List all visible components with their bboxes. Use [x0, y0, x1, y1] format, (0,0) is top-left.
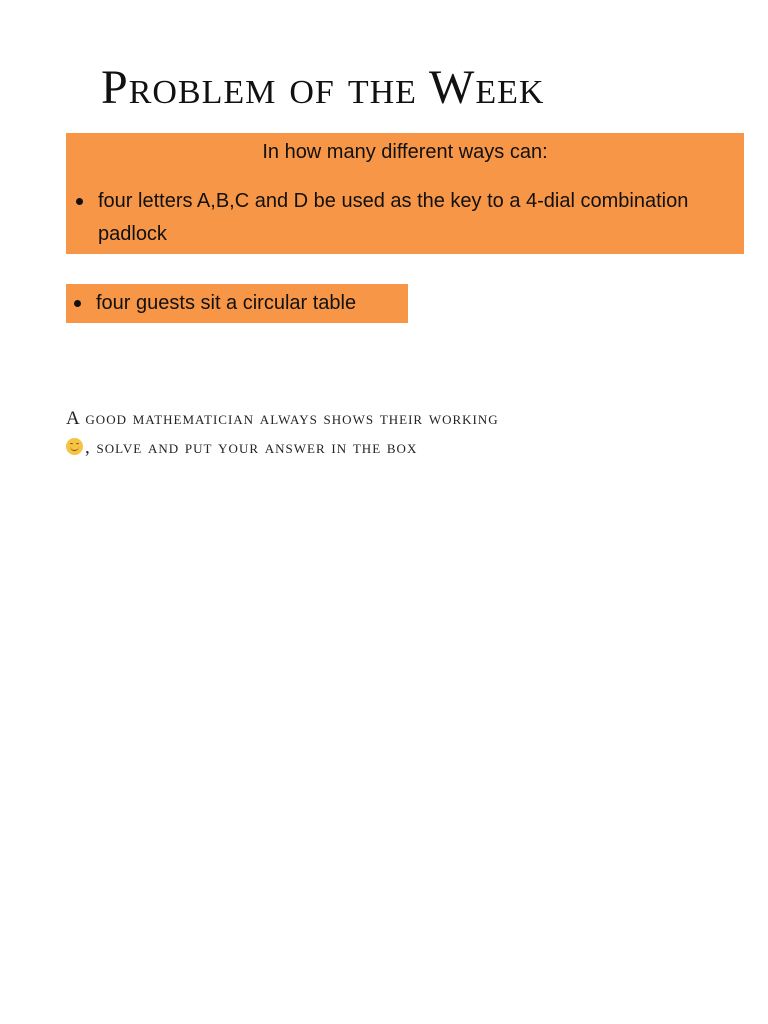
question-box — [66, 133, 744, 254]
question-item-circular-table: four guests sit a circular table — [96, 292, 357, 314]
question-item-text: four letters A,B,C and D be used as the key to a 4-dial combination padlock — [98, 190, 689, 245]
instruction-note — [66, 404, 726, 462]
instruction-line-1: A good mathematician always shows their working — [66, 408, 499, 429]
question-intro: In how many different ways can: — [262, 141, 548, 163]
instruction-line-2: , solve and put your answer in the box — [85, 437, 418, 458]
question-box-secondary — [66, 284, 408, 323]
bullet-icon — [76, 198, 83, 205]
bullet-icon — [74, 300, 81, 307]
smiling-face-icon — [66, 438, 83, 455]
page-title: Problem of the Week — [101, 61, 545, 114]
